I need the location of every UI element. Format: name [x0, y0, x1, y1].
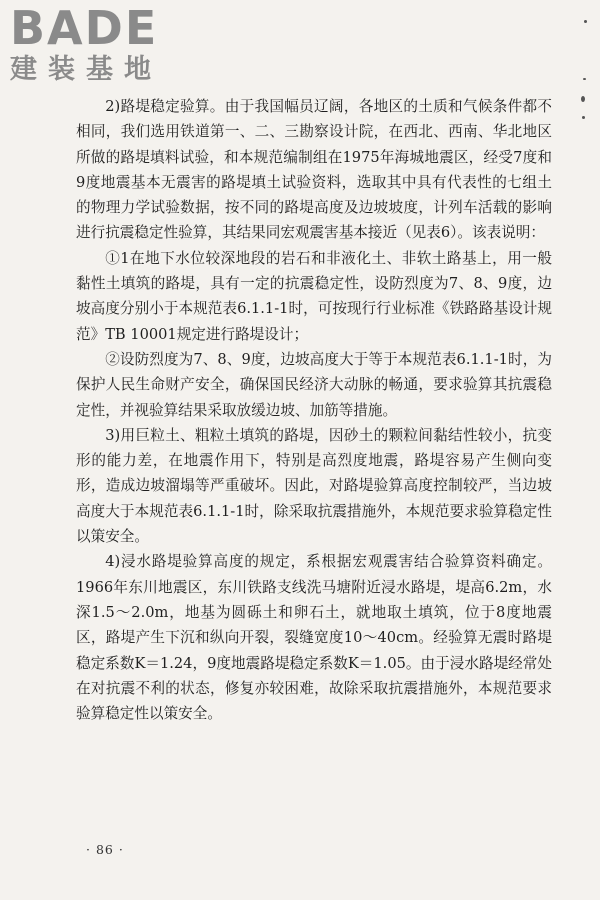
page-edge-marks: [576, 20, 590, 130]
paragraph-note-2: ②设防烈度为7、8、9度，边坡高度大于等于本规范表6.1.1-1时，为保护人民生命财产安全，确保国民经济大动脉的畅通，要求验算其抗震稳定性，并视验算结果采取放缓边坡、加筋等措施。: [76, 350, 552, 419]
page-body: [76, 94, 552, 726]
watermark-logo: [10, 2, 180, 86]
paragraph-submerged-embankment: 4)浸水路堤验算高度的规定，系根据宏观震害结合验算资料确定。1966年东川地震区，东川铁路支线洗马塘附近浸水路堤，堤高6.2m，水深1.5～2.0m，地基为圆砾土和卵石土，就地取土填筑，位于8度地震区，路堤产生下沉和纵向开裂，裂缝宽度10～40cm。经验算无震时路堤稳定系数K＝1.24，9度地震路堤稳定系数K＝1.05。由于浸水路堤经常处在对抗震不利的状态，修复亦较困难，故除采取抗震措施外，本规范要求验算稳定性以策安全。: [76, 553, 552, 723]
logo-subtitle: 建装基地: [10, 54, 162, 85]
logo-brand: BADE: [10, 1, 159, 55]
paragraph-note-1: ①1在地下水位较深地段的岩石和非液化土、非软土路基上，用一般黏性土填筑的路堤，具有一定的抗震稳定性，设防烈度为7、8、9度，边坡高度分别小于本规范表6.1.1-1时，可按现行行业标准《铁路路基设计规范》TB 10001规定进行路堤设计；: [76, 249, 552, 343]
paragraph-coarse-fill: 3)用巨粒土、粗粒土填筑的路堤，因砂土的颗粒间黏结性较小，抗变形的能力差，在地震作用下，特别是高烈度地震，路堤容易产生侧向变形，造成边坡溜塌等严重破坏。因此，对路堤验算高度控制较严，当边坡高度大于本规范表6.1.1-1时，除采取抗震措施外，本规范要求验算稳定性以策安全。: [76, 426, 552, 546]
paragraph-embankment-stability: 2)路堤稳定验算。由于我国幅员辽阔，各地区的土质和气候条件都不相同，我们选用铁道第一、二、三勘察设计院，在西北、西南、华北地区所做的路堤填料试验，和本规范编制组在1975年海城地震区，经受7度和9度地震基本无震害的路堤填土试验资料，选取其中具有代表性的七组土的物理力学试验数据，按不同的路堤高度及边坡坡度，计列车活载的影响进行抗震稳定性验算，其结果同宏观震害基本接近（见表6）。该表说明：: [76, 98, 552, 242]
page-number: · 86 ·: [86, 842, 124, 857]
